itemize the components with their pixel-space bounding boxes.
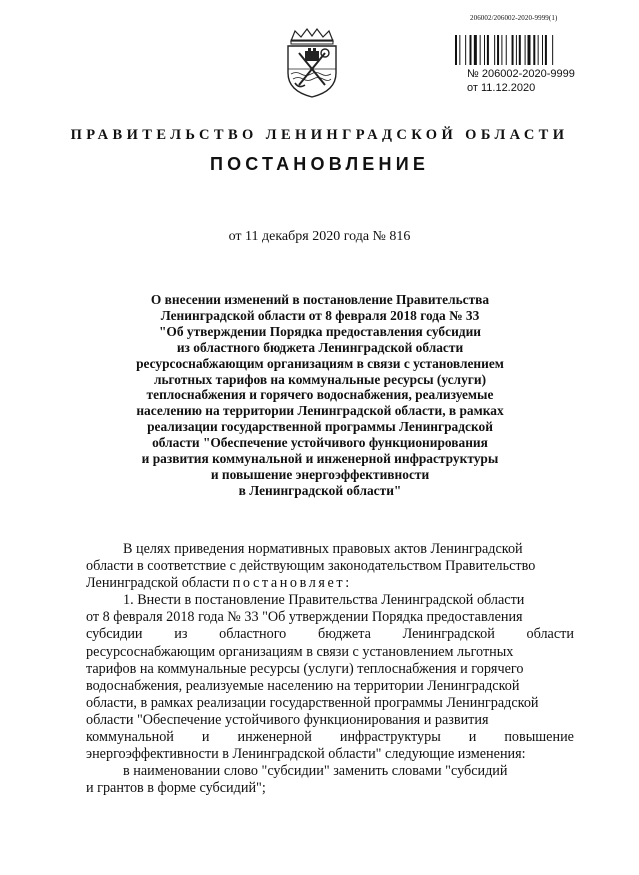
registration-date: от 11.12.2020 <box>467 82 536 94</box>
title-line: реализации государственной программы Ленинградской <box>147 419 493 435</box>
body-line: в наименовании слово "субсидии" заменить словами "субсидий <box>123 763 508 780</box>
body-line: ресурсоснабжающим организациям в связи с установлением льготных <box>86 643 514 660</box>
barcode-bar <box>542 35 543 65</box>
word: коммунальной <box>86 729 174 746</box>
body-line: области, в рамках реализации государственной программы Ленинградской <box>86 694 539 711</box>
barcode-bar <box>484 35 485 65</box>
barcode-bar <box>533 35 535 65</box>
title-line: Ленинградской области от 8 февраля 2018 года № 33 <box>160 307 480 323</box>
resolution-word: постановляет: <box>232 575 352 592</box>
title-line: О внесении изменений в постановление Правительства <box>150 292 490 307</box>
barcode-bar <box>474 35 477 65</box>
document-body <box>86 541 574 797</box>
document-date-number: от 11 декабря 2020 года № 816 <box>228 229 411 244</box>
word: инженерной <box>237 729 312 746</box>
word: инфраструктуры <box>339 729 441 746</box>
body-line <box>86 575 574 592</box>
title-line: области "Обеспечение устойчивого функционирования <box>152 435 488 451</box>
barcode-bar <box>487 35 489 65</box>
barcode-icon <box>455 35 585 65</box>
barcode-bar <box>538 35 539 65</box>
title-line: и повышение энергоэффективности <box>210 466 430 482</box>
barcode-bar <box>480 35 481 65</box>
barcode-bar <box>459 35 460 65</box>
document-type: ПОСТАНОВЛЕНИЕ <box>209 154 430 174</box>
barcode-bar <box>512 35 514 65</box>
word: бюджета <box>317 626 371 643</box>
title-line: "Об утверждении Порядка предоставления субсидии <box>159 323 481 339</box>
body-line: от 8 февраля 2018 года № 33 "Об утверждении Порядка предоставления <box>86 609 523 626</box>
leningrad-oblast-coat-of-arms-icon <box>283 27 341 99</box>
body-line: и грантов в форме субсидий"; <box>86 780 266 797</box>
body-line: В целях приведения нормативных правовых актов Ленинградской <box>123 541 523 557</box>
title-line: в Ленинградской области" <box>238 482 402 498</box>
word: области <box>526 626 574 643</box>
barcode-bar <box>528 35 531 65</box>
body-line: водоснабжения, реализуемые населению на территории Ленинградской <box>86 677 520 694</box>
registration-block <box>467 67 575 95</box>
document-title <box>60 292 580 499</box>
barcode-bar <box>545 35 547 65</box>
barcode-bar <box>470 35 472 65</box>
barcode-bar <box>497 35 499 65</box>
body-line: тарифов на коммунальные ресурсы (услуги) теплоснабжения и горячего <box>86 660 524 677</box>
barcode-bar <box>552 35 553 65</box>
title-line: из областного бюджета Ленинградской области <box>176 339 464 355</box>
barcode-bar <box>506 35 507 65</box>
word: областного <box>219 626 287 643</box>
title-line: теплоснабжения и горячего водоснабжения, реализуемые <box>146 387 494 403</box>
title-line: и развития коммунальной и инженерной инфраструктуры <box>141 451 499 467</box>
barcode-bar <box>525 35 526 65</box>
title-line: населению на территории Ленинградской области, в рамках <box>136 403 504 419</box>
barcode-bar <box>519 35 521 65</box>
body-line-justified <box>86 626 574 643</box>
registration-number: № 206002-2020-9999 <box>467 68 575 80</box>
body-line: энергоэффективности в Ленинградской области" следующие изменения: <box>86 746 526 763</box>
body-line-justified <box>86 729 574 746</box>
government-heading: ПРАВИТЕЛЬСТВО ЛЕНИНГРАДСКОЙ ОБЛАСТИ <box>70 127 569 143</box>
body-line: 1. Внести в постановление Правительства Ленинградской области <box>123 592 525 609</box>
barcode-bar <box>516 35 517 65</box>
barcode-bar <box>494 35 495 65</box>
barcode-bar <box>455 35 457 65</box>
barcode-bar <box>501 35 502 65</box>
title-line: льготных тарифов на коммунальные ресурсы (услуги) <box>153 371 487 387</box>
body-text: Ленинградской области <box>86 575 230 592</box>
body-line: области в соответствие с действующим законодательством Правительство <box>86 558 536 575</box>
word: субсидии <box>86 626 143 643</box>
word: и <box>201 729 210 746</box>
body-line: области "Обеспечение устойчивого функционирования и развития <box>86 711 489 728</box>
word: из <box>174 626 188 643</box>
title-line: ресурсоснабжающим организациям в связи с установлением <box>136 355 504 371</box>
registration-code: 206002/206002-2020-9999(1) <box>470 14 558 22</box>
barcode-bar <box>465 35 466 65</box>
word: повышение <box>504 729 574 746</box>
word: Ленинградской <box>402 626 495 643</box>
word: и <box>468 729 477 746</box>
